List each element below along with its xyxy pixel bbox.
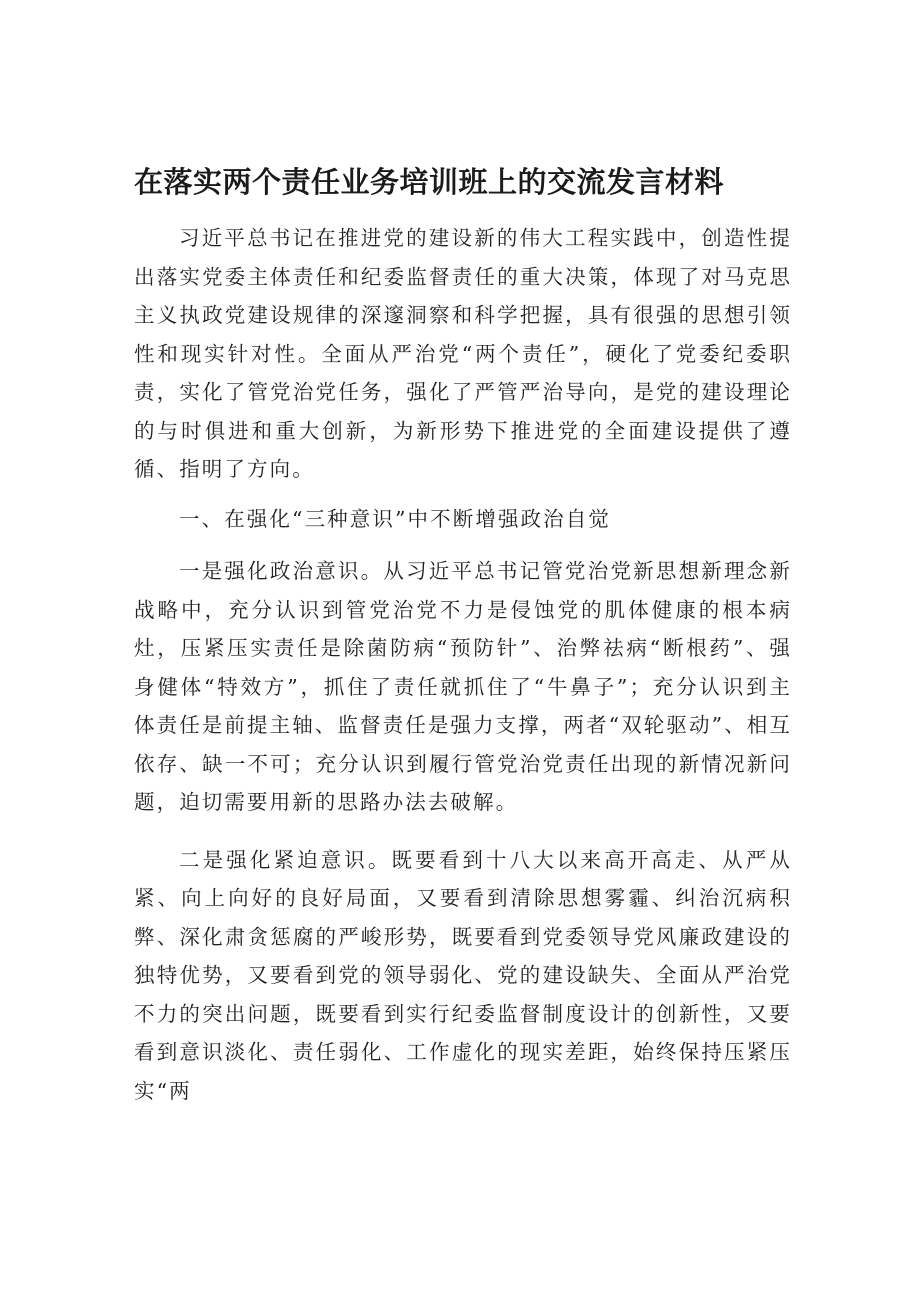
document-body — [134, 219, 792, 1110]
document-title: 在落实两个责任业务培训班上的交流发言材料 — [134, 165, 725, 199]
urgency-awareness-paragraph: 二是强化紧迫意识。既要看到十八大以来高开高走、从严从紧、向上向好的良好局面，又要看到清除思想雾霾、纠治沉病积弊、深化肃贪惩腐的严峻形势，既要看到党委领导党风廉政建设的独特优势，又要看到党的领导弱化、党的建设缺失、全面从严治党不力的突出问题，既要看到实行纪委监督制度设计的创新性，又要看到意识淡化、责任弱化、工作虚化的现实差距，始终保持压紧压实“两 — [134, 847, 792, 1103]
political-awareness-paragraph: 一是强化政治意识。从习近平总书记管党治党新思想新理念新战略中，充分认识到管党治党不力是侵蚀党的肌体健康的根本病灶，压紧压实责任是除菌防病“预防针”、治弊祛病“断根药”、强身健体“特效方”，抓住了责任就抓住了“牛鼻子”；充分认识到主体责任是前提主轴、监督责任是强力支撑，两者“双轮驱动”、相互依存、缺一不可；充分认识到履行管党治党责任出现的新情况新问题，迫切需要用新的思路办法去破解。 — [134, 559, 792, 814]
section-heading-1: 一、在强化“三种意识”中不断增强政治自觉 — [179, 506, 611, 531]
intro-paragraph: 习近平总书记在推进党的建设新的伟大工程实践中，创造性提出落实党委主体责任和纪委监督责任的重大决策，体现了对马克思主义执政党建设规律的深邃洞察和科学把握，具有很强的思想引领性和现实针对性。全面从严治党“两个责任”，硬化了党委纪委职责，实化了管党治党任务，强化了严管严治导向，是党的建设理论的与时俱进和重大创新，为新形势下推进党的全面建设提供了遵循、指明了方向。 — [134, 226, 792, 481]
